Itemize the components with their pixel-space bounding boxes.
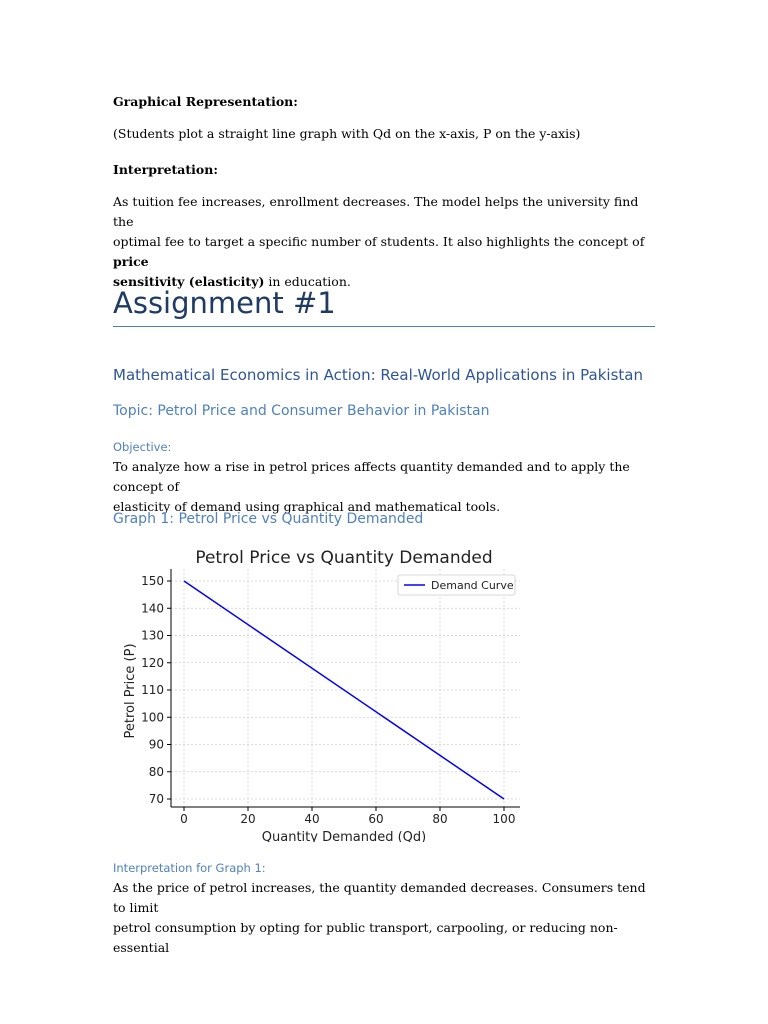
y-tick-label: 130 xyxy=(141,628,164,643)
assignment-title: Assignment #1 xyxy=(113,286,655,327)
y-tick-label: 90 xyxy=(148,737,164,752)
y-tick-label: 150 xyxy=(141,574,164,588)
objective-line-1: To analyze how a rise in petrol prices affects quantity demanded and to apply the concept of xyxy=(113,459,630,494)
x-tick-label: 80 xyxy=(432,812,448,826)
interpretation-line-3-text: in education. xyxy=(264,274,351,289)
graph1-interpretation-paragraph xyxy=(113,878,658,958)
x-tick-label: 60 xyxy=(368,812,384,826)
y-tick-label: 100 xyxy=(141,710,164,725)
x-axis-label: Quantity Demanded (Qd) xyxy=(261,830,427,842)
objective-line-2: elasticity of demand using graphical and mathematical tools. xyxy=(113,499,501,514)
interpretation-heading: Interpretation: xyxy=(113,162,218,177)
x-tick-label: 40 xyxy=(304,812,320,826)
x-tick-label: 100 xyxy=(492,812,516,826)
demand-chart xyxy=(113,536,565,842)
y-tick-label: 80 xyxy=(148,764,164,779)
x-tick-label: 0 xyxy=(180,812,188,826)
interpretation-bold-price: price xyxy=(113,254,149,269)
graphical-representation-text: (Students plot a straight line graph with Qd on the x-axis, P on the y-axis) xyxy=(113,126,581,141)
interpretation-line-2 xyxy=(113,232,658,272)
graph1-interpretation-line-2: petrol consumption by opting for public transport, carpooling, or reducing non-essential xyxy=(113,920,618,955)
y-tick-label: 140 xyxy=(141,601,164,616)
x-tick-label: 20 xyxy=(240,812,256,826)
interpretation-bold-sensitivity: sensitivity (elasticity) xyxy=(113,274,265,289)
y-tick-label: 70 xyxy=(148,792,164,806)
graph1-interpretation-line-1: As the price of petrol increases, the quantity demanded decreases. Consumers tend to limit xyxy=(113,880,646,915)
y-tick-label: 110 xyxy=(141,683,164,697)
chart-legend xyxy=(398,575,515,595)
graphical-representation-heading: Graphical Representation: xyxy=(113,94,298,109)
interpretation-line-2-text: optimal fee to target a specific number of students. It also highlights the concept of xyxy=(113,234,645,249)
objective-paragraph xyxy=(113,457,658,517)
interpretation-paragraph xyxy=(113,192,658,292)
graph1-heading: Graph 1: Petrol Price vs Quantity Demanded xyxy=(113,511,424,527)
main-heading: Mathematical Economics in Action: Real-World Applications in Pakistan xyxy=(113,366,643,384)
y-tick-label: 120 xyxy=(141,655,164,670)
y-axis-label: Petrol Price (P) xyxy=(123,643,138,739)
demand-chart-svg xyxy=(113,536,565,842)
legend-label: Demand Curve xyxy=(431,579,514,592)
topic-heading: Topic: Petrol Price and Consumer Behavior in Pakistan xyxy=(113,403,490,419)
interpretation-line-1: As tuition fee increases, enrollment decreases. The model helps the university find the xyxy=(113,194,639,229)
chart-title: Petrol Price vs Quantity Demanded xyxy=(195,548,493,568)
graph1-interpretation-heading: Interpretation for Graph 1: xyxy=(113,861,266,875)
objective-heading: Objective: xyxy=(113,440,172,454)
